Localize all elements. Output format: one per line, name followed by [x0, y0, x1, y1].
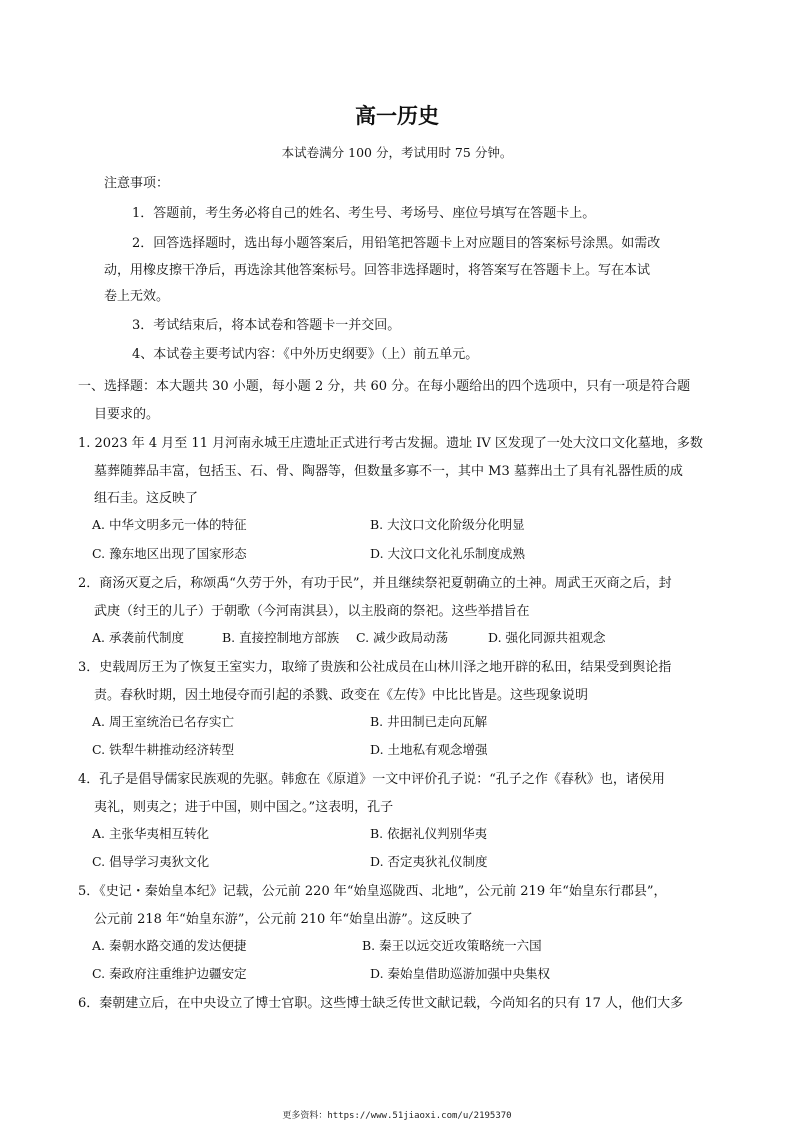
question-1-text: 墓葬随葬品丰富，包括玉、石、骨、陶器等，但数量多寡不一，其中 M3 墓葬出土了具有礼器性质的成: [94, 464, 683, 479]
question-6-text: 6．秦朝建立后，在中央设立了博士官职。这些博士缺乏传世文献记载，今尚知名的只有 17 人，他们大多: [78, 996, 684, 1011]
question-3-option-a: A. 周王室统治已名存实亡: [92, 714, 234, 729]
question-4-option-d: D. 否定夷狄礼仪制度: [370, 854, 488, 869]
notice-heading: 注意事项：: [104, 176, 170, 191]
question-4-text: 4．孔子是倡导儒家民族观的先驱。韩愈在《原道》一文中评价孔子说：“孔子之作《春秋》也，诸侯用: [78, 772, 665, 787]
question-3-text: 3．史载周厉王为了恢复王室实力，取缔了贵族和公社成员在山林川泽之地开辟的私田，结果受到舆论指: [78, 660, 672, 675]
question-1-text: 1. 2023 年 4 月至 11 月河南永城王庄遗址正式进行考古发掘。遗址 IV 区发现了一处大汶口文化墓地，多数: [78, 436, 703, 451]
question-5-option-b: B. 秦王以远交近攻策略统一六国: [362, 938, 542, 953]
question-4-option-b: B. 依据礼仪判别华夷: [370, 826, 488, 841]
notice-item: 3．考试结束后，将本试卷和答题卡一并交回。: [132, 318, 401, 333]
question-1-text: 组石圭。这反映了: [94, 491, 199, 506]
notice-item: 2．回答选择题时，选出每小题答案后，用铅笔把答题卡上对应题目的答案标号涂黑。如需改: [132, 236, 661, 251]
question-2-option-c: C. 减少政局动荡: [356, 630, 449, 645]
footer-link[interactable]: 更多资料：https://www.51jiaoxi.com/u/2195370: [282, 1111, 512, 1121]
question-5-text: 5．《史记・秦始皇本纪》记载，公元前 220 年“始皇巡陇西、北地”，公元前 219 年“始皇东行郡县”，: [78, 884, 667, 899]
question-3-text: 责。春秋时期，因土地侵夺而引起的杀戮、政变在《左传》中比比皆是。这些现象说明: [94, 688, 589, 703]
question-4-option-c: C. 倡导学习夷狄文化: [92, 854, 210, 869]
question-3-option-b: B. 井田制已走向瓦解: [370, 714, 488, 729]
notice-item: 4、本试卷主要考试内容：《中外历史纲要》（上）前五单元。: [132, 347, 479, 362]
question-2-option-d: D. 强化同源共祖观念: [488, 630, 606, 645]
question-5-option-d: D. 秦始皇借助巡游加强中央集权: [370, 966, 551, 981]
question-1-option-d: D. 大汶口文化礼乐制度成熟: [370, 546, 526, 561]
question-1-option-c: C. 豫东地区出现了国家形态: [92, 546, 247, 561]
question-2-text: 武庚（纣王的儿子）于朝歌（今河南淇县），以主股商的祭祀。这些举措旨在: [94, 604, 530, 619]
question-2-option-b: B. 直接控制地方部族: [222, 630, 340, 645]
page-title: 高一历史: [355, 104, 439, 128]
question-5-option-c: C. 秦政府注重维护边疆安定: [92, 966, 247, 981]
question-5-text: 公元前 218 年“始皇东游”，公元前 210 年“始皇出游”。这反映了: [94, 912, 473, 927]
section-heading: 目要求的。: [94, 407, 160, 422]
question-4-text: 夷礼，则夷之；进于中国，则中国之。”这表明，孔子: [94, 800, 394, 815]
question-1-option-b: B. 大汶口文化阶级分化明显: [370, 517, 525, 532]
question-2-option-a: A. 承袭前代制度: [92, 630, 184, 645]
question-3-option-d: D. 土地私有观念增强: [370, 742, 488, 757]
question-3-option-c: C. 铁犁牛耕推动经济转型: [92, 742, 235, 757]
notice-item: 动，用橡皮擦干净后，再选涂其他答案标号。回答非选择题时，将答案写在答题卡上。写在本试: [104, 263, 651, 278]
question-4-option-a: A. 主张华夷相互转化: [92, 826, 209, 841]
section-heading: 一、选择题：本大题共 30 小题，每小题 2 分，共 60 分。在每小题给出的四个选项中，只有一项是符合题: [78, 379, 691, 394]
question-1-option-a: A. 中华文明多元一体的特征: [92, 517, 247, 532]
notice-item: 卷上无效。: [104, 289, 170, 304]
question-5-option-a: A. 秦朝水路交通的发达便捷: [92, 938, 247, 953]
exam-info: 本试卷满分 100 分，考试用时 75 分钟。: [281, 145, 513, 160]
notice-item: 1．答题前，考生务必将自己的姓名、考生号、考场号、座位号填写在答题卡上。: [132, 206, 596, 221]
question-2-text: 2．商汤灭夏之后，称颂禹“久劳于外，有功于民”，并且继续祭祀夏朝确立的土神。周武王灭商之后，封: [78, 576, 672, 591]
